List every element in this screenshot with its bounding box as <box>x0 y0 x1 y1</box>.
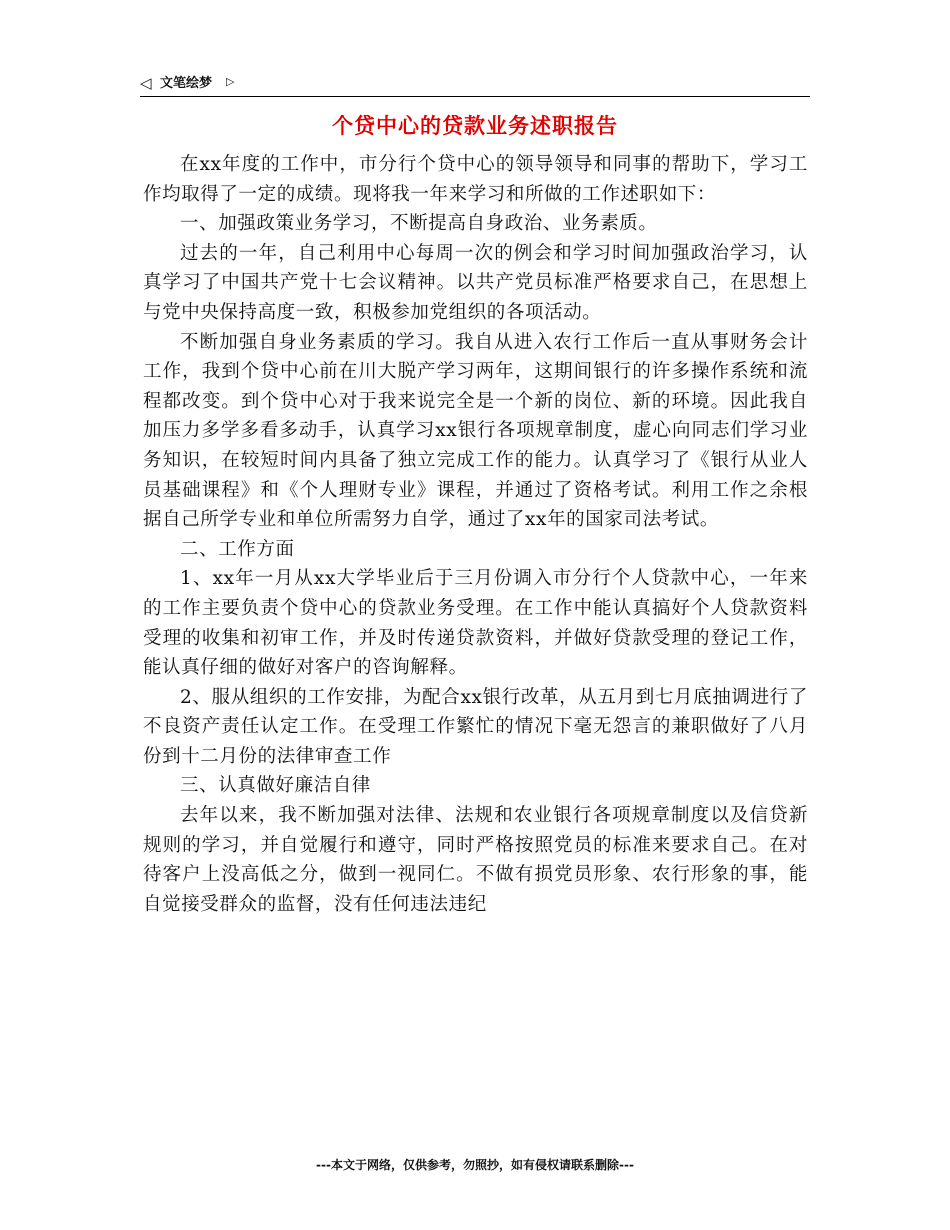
footer-disclaimer: ---本文于网络，仅供参考，勿照抄，如有侵权请联系删除--- <box>316 1158 634 1172</box>
paragraph: 在xx年度的工作中，市分行个贷中心的领导领导和同事的帮助下，学习工作均取得了一定的成绩。现将我一年来学习和所做的工作述职如下： <box>143 154 808 205</box>
paragraph: 过去的一年，自己利用中心每周一次的例会和学习时间加强政治学习，认真学习了中国共产党十七会议精神。以共产党员标准严格要求自己，在思想上与党中央保持高度一致，积极参加党组织的各项活动。 <box>143 242 808 323</box>
paragraph: 不断加强自身业务素质的学习。我自从进入农行工作后一直从事财务会计工作，我到个贷中心前在川大脱产学习两年，这期间银行的许多操作系统和流程都改变。到个贷中心对于我来说完全是一个新的岗位、新的环境。因此我自加压力多学多看多动手，认真学习xx银行各项规章制度，虚心向同志们学习业务知识，在较短时间内具备了独立完成工作的能力。认真学习了《银行从业人员基础课程》和《个人理财专业》课程，并通过了资格考试。利用工作之余根据自己所学专业和单位所需努力自学，通过了xx年的国家司法考试。 <box>143 331 808 531</box>
section-heading: 二、工作方面 <box>180 538 295 560</box>
paragraph: 去年以来，我不断加强对法律、法规和农业银行各项规章制度以及信贷新规则的学习，并自觉履行和遵守，同时严格按照党员的标准来要求自己。在对待客户上没高低之分，做到一视同仁。不做有损党员形象、农行形象的事，能自觉接受群众的监督，没有任何违法违纪 <box>143 805 808 915</box>
triangle-right-icon: ▷ <box>226 75 235 88</box>
paragraph: 2、服从组织的工作安排，为配合xx银行改革，从五月到七月底抽调进行了不良资产责任认定工作。在受理工作繁忙的情况下毫无怨言的兼职做好了八月份到十二月份的法律审查工作 <box>143 686 808 767</box>
section-heading: 三、认真做好廉洁自律 <box>180 775 372 797</box>
paragraph: 1、xx年一月从xx大学毕业后于三月份调入市分行个人贷款中心，一年来的工作主要负责个贷中心的贷款业务受理。在工作中能认真搞好个人贷款资料受理的收集和初审工作，并及时传递贷款资料，并做好贷款受理的登记工作，能认真仔细的做好对客户的咨询解释。 <box>143 568 808 679</box>
page-header <box>140 72 810 97</box>
triangle-left-icon: ◁ <box>140 74 152 92</box>
section-heading: 一、加强政策业务学习，不断提高自身政治、业务素质。 <box>180 213 658 235</box>
header-brand: 文笔绘梦 <box>160 76 213 91</box>
document-title: 个贷中心的贷款业务述职报告 <box>332 114 618 138</box>
document-body <box>143 150 808 919</box>
